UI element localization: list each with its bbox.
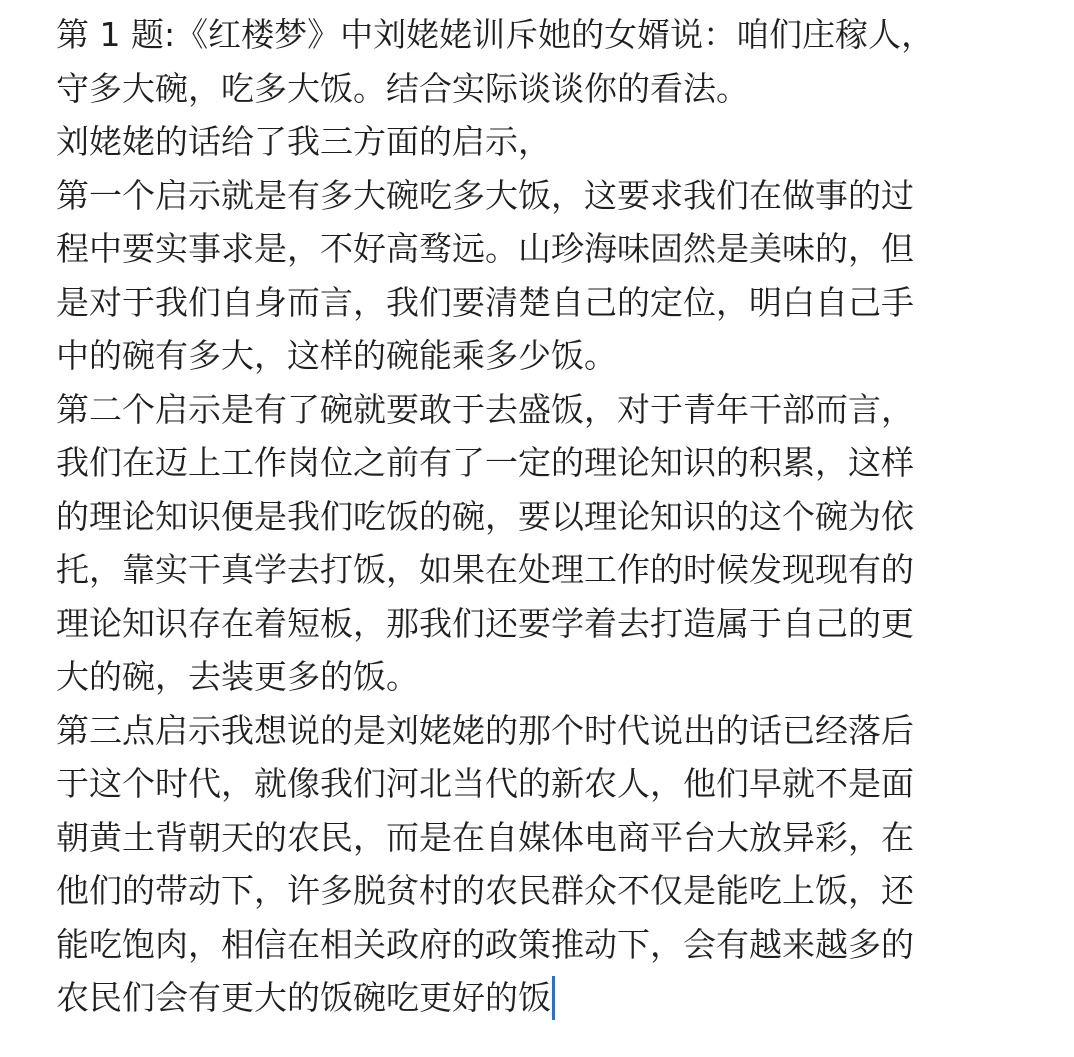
point-two-line-1: 第二个启示是有了碗就要敢于去盛饭，对于青年干部而言， [56, 389, 914, 429]
point-one-line-1: 第一个启示就是有多大碗吃多大饭，这要求我们在做事的过 [56, 175, 914, 215]
point-one-line-4: 中的碗有多大，这样的碗能乘多少饭。 [56, 336, 617, 375]
point-one-line-2: 程中要实事求是，不好高骛远。山珍海味固然是美味的，但 [56, 229, 914, 268]
point-three-line-4: 他们的带动下，许多脱贫村的农民群众不仅是能吃上饭，还 [56, 871, 914, 910]
point-two-line-5: 理论知识存在着短板，那我们还要学着去打造属于自己的更 [56, 603, 914, 643]
text-cursor [552, 976, 555, 1020]
question-line-2: 守多大碗，吃多大饭。结合实际谈谈你的看法。 [56, 68, 749, 108]
intro-line: 刘姥姥的话给了我三方面的启示， [56, 122, 551, 161]
point-three-line-1: 第三点启示我想说的是刘姥姥的那个时代说出的话已经落后 [56, 710, 914, 750]
point-three-line-6 [0, 971, 1074, 1025]
point-two-line-3: 的理论知识便是我们吃饭的碗，要以理论知识的这个碗为依 [56, 496, 914, 536]
document-body[interactable] [0, 8, 1074, 1025]
point-two-line-2: 我们在迈上工作岗位之前有了一定的理论知识的积累，这样 [56, 443, 914, 482]
point-one-line-3: 是对于我们自身而言，我们要清楚自己的定位，明白自己手 [56, 282, 914, 322]
point-two-line-4: 托，靠实干真学去打饭，如果在处理工作的时候发现现有的 [56, 550, 914, 589]
last-line-text: 农民们会有更大的饭碗吃更好的饭 [56, 978, 551, 1017]
point-two-line-6: 大的碗，去装更多的饭。 [56, 657, 419, 696]
point-three-line-2: 于这个时代，就像我们河北当代的新农人，他们早就不是面 [56, 764, 914, 803]
point-three-line-5: 能吃饱肉，相信在相关政府的政策推动下，会有越来越多的 [56, 924, 914, 964]
question-line-1: 第 1 题:《红楼梦》中刘姥姥训斥她的女婿说：咱们庄稼人， [56, 15, 935, 54]
point-three-line-3: 朝黄土背朝天的农民，而是在自媒体电商平台大放异彩，在 [56, 817, 914, 857]
